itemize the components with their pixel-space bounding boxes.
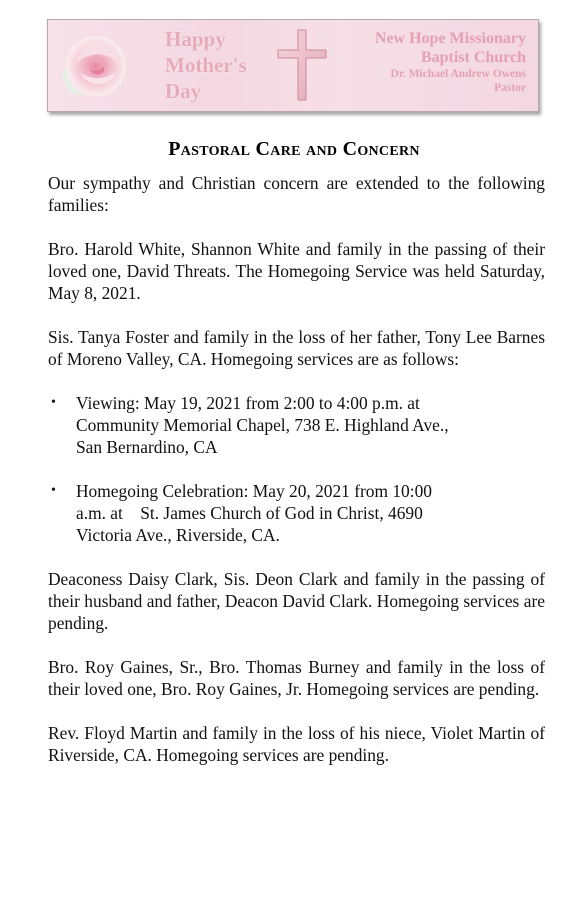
page-title: Pastoral Care and Concern: [168, 138, 420, 160]
gaines-family-paragraph: Bro. Roy Gaines, Sr., Bro. Thomas Burney and family in the loss of their loved one, Bro. Roy Gaines, Jr. Homegoing services are pending.: [48, 657, 545, 699]
white-family-paragraph: Bro. Harold White, Shannon White and family in the passing of their loved one, David Threats. The Homegoing Service was held Saturday, May 8, 2021.: [48, 239, 545, 303]
pastor-name: Dr. Michael Andrew Owens: [390, 68, 526, 80]
service-line: a.m. at St. James Church of God in Christ, 4690: [76, 503, 423, 523]
service-line: San Bernardino, CA: [76, 437, 218, 457]
intro-paragraph: Our sympathy and Christian concern are extended to the following families:: [48, 173, 545, 215]
list-item: [48, 480, 545, 546]
mothers-day-banner: [47, 19, 539, 112]
list-item: [48, 392, 545, 458]
document-body: [48, 172, 545, 788]
church-name-line: Baptist Church: [420, 49, 526, 66]
pastor-title: Pastor: [494, 82, 526, 94]
service-line: Viewing: May 19, 2021 from 2:00 to 4:00 p.m. at: [76, 393, 420, 413]
greeting-line: Day: [165, 79, 202, 103]
church-info: [375, 29, 526, 95]
bullet-icon: •: [51, 483, 56, 498]
foster-family-paragraph: Sis. Tanya Foster and family in the loss of her father, Tony Lee Barnes of Moreno Valley, CA. Homegoing services are as follows:: [48, 327, 545, 369]
martin-family-paragraph: Rev. Floyd Martin and family in the loss of his niece, Violet Martin of Riverside, CA. Homegoing services are pending.: [48, 723, 545, 765]
service-line: Victoria Ave., Riverside, CA.: [76, 525, 280, 545]
service-line: Community Memorial Chapel, 738 E. Highland Ave.,: [76, 415, 449, 435]
rose-icon: [56, 26, 136, 106]
greeting-text: [165, 26, 247, 104]
bullet-icon: •: [51, 395, 56, 410]
service-line: Homegoing Celebration: May 20, 2021 from 10:00: [76, 481, 432, 501]
cross-icon: [276, 28, 328, 102]
greeting-line: Mother's: [165, 53, 247, 77]
service-list: [48, 392, 545, 546]
greeting-line: Happy: [165, 27, 226, 51]
clark-family-paragraph: Deaconess Daisy Clark, Sis. Deon Clark and family in the passing of their husband and father, Deacon David Clark. Homegoing services are pending.: [48, 569, 545, 633]
church-name-line: New Hope Missionary: [374, 30, 526, 47]
